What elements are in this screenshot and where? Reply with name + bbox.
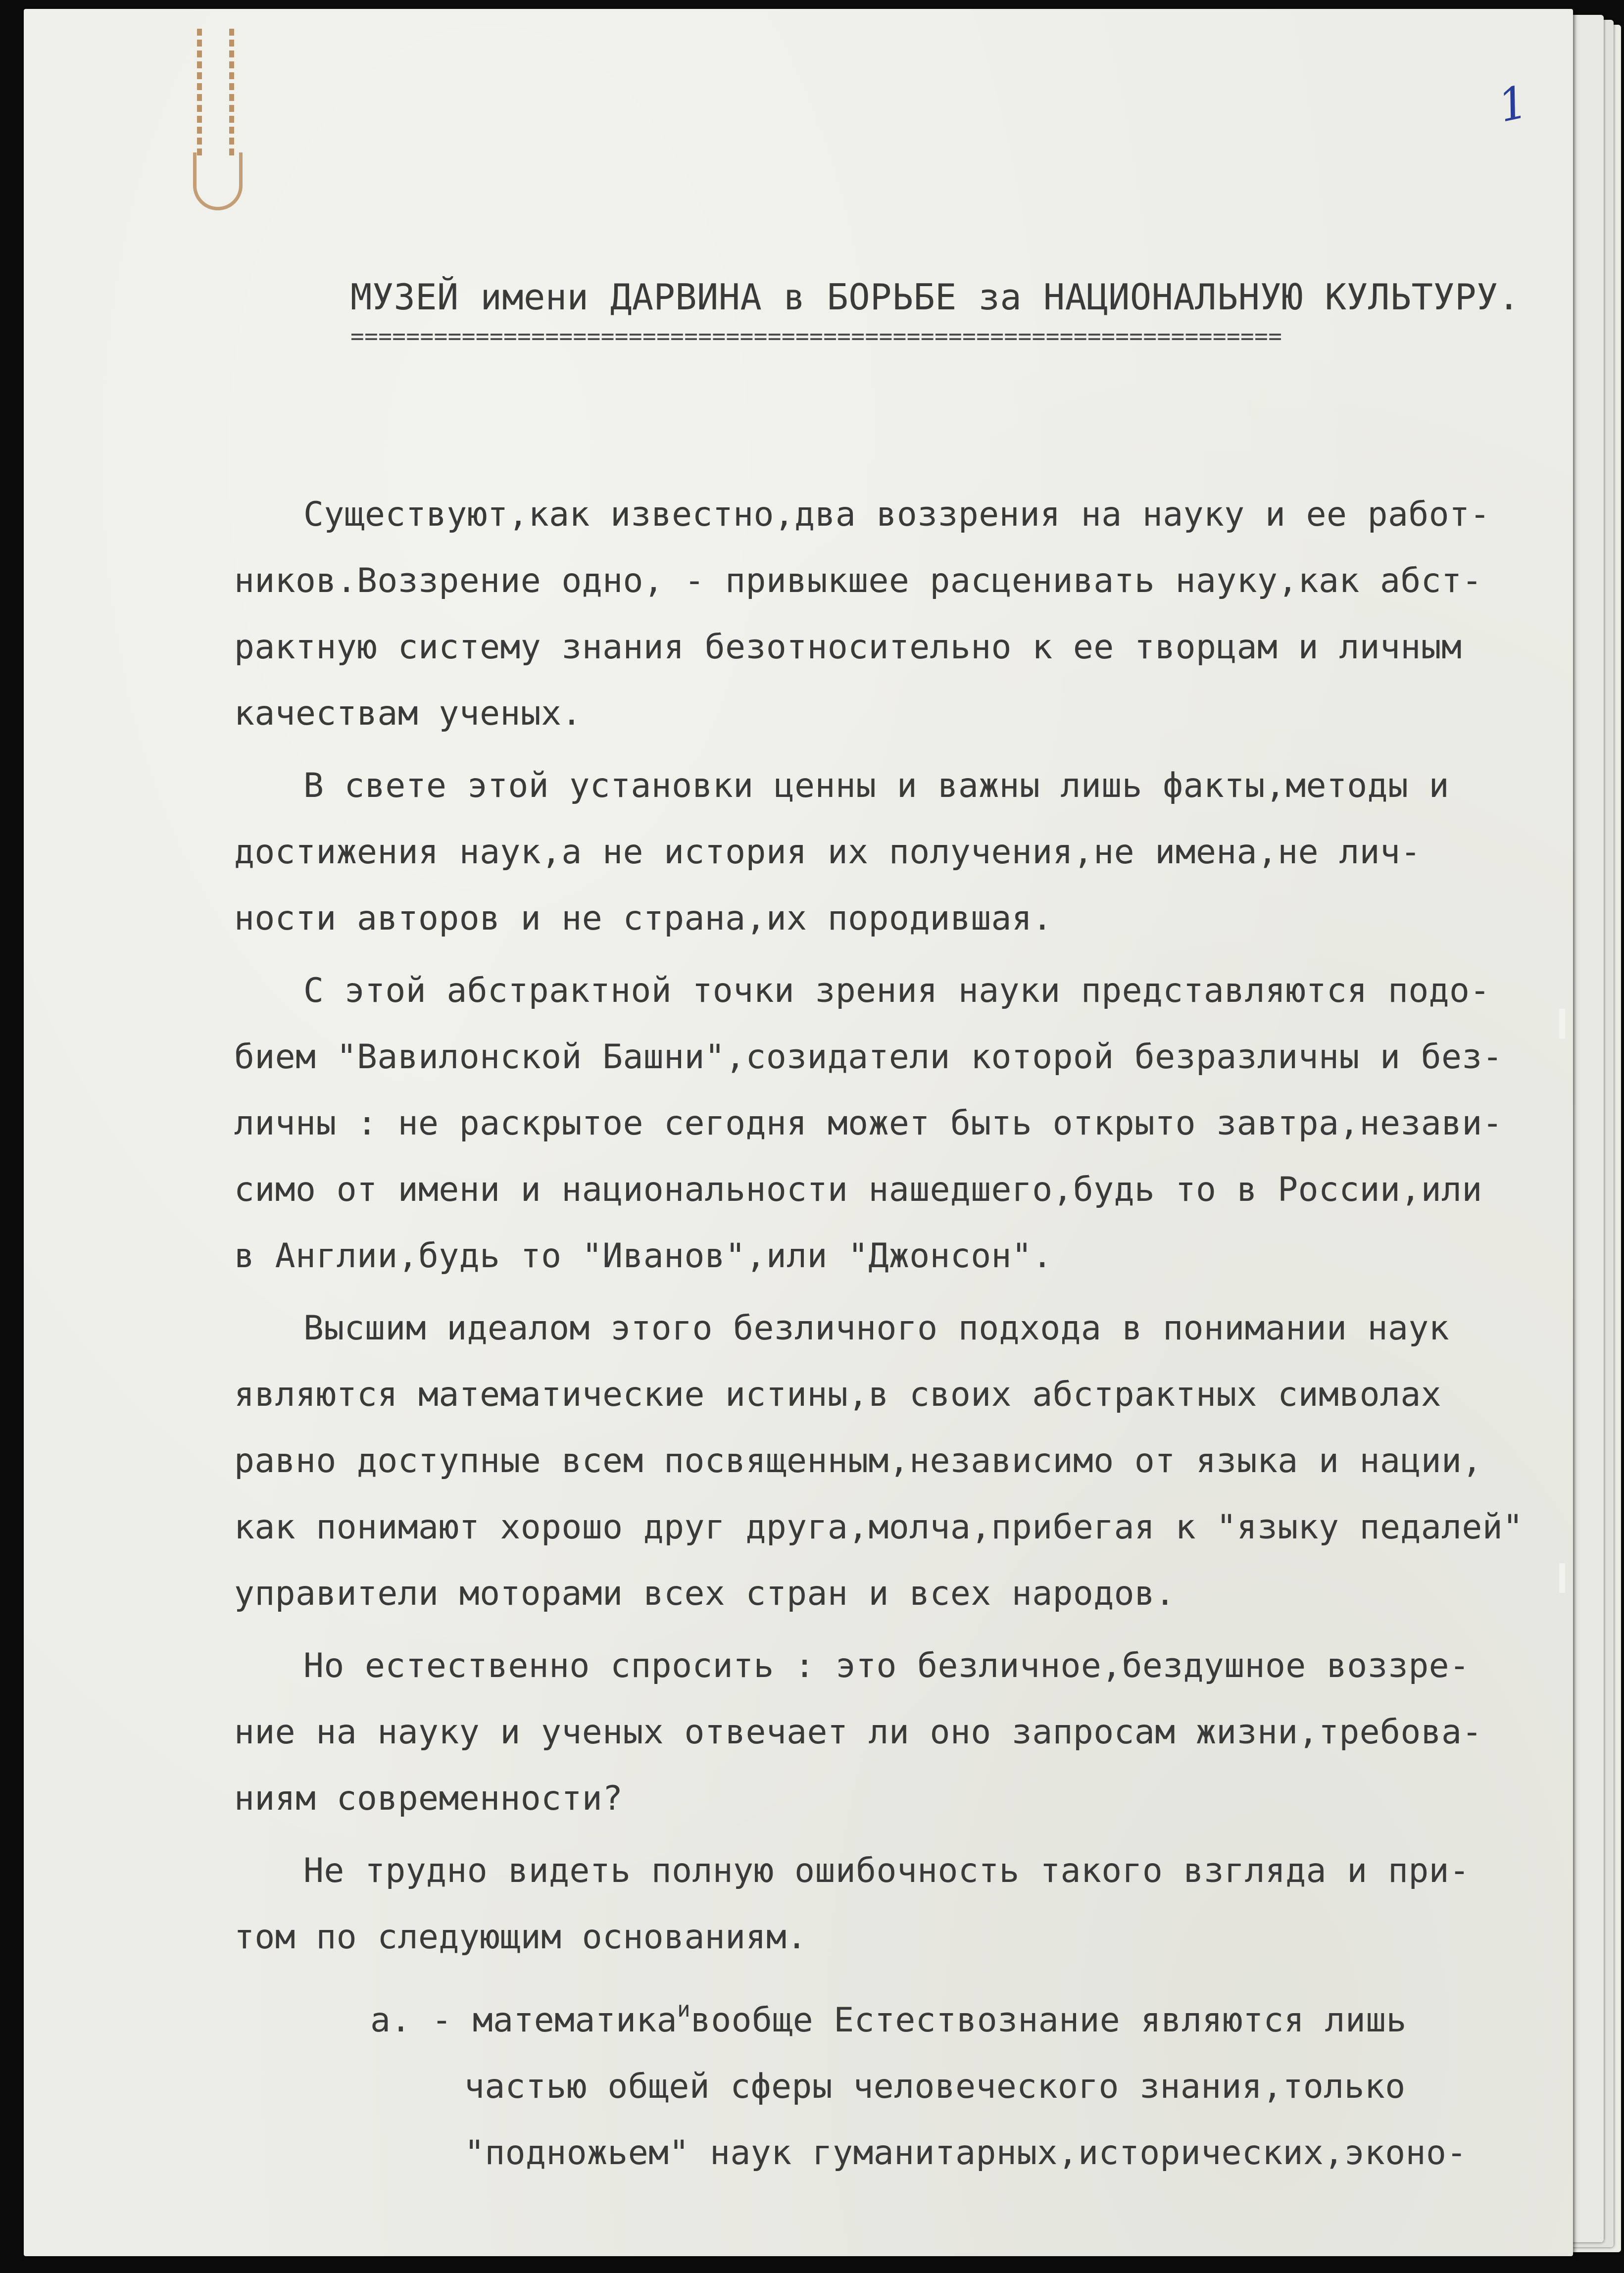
list-marker: а. - (370, 2001, 452, 2040)
text-line: ниям современности? (234, 1779, 623, 1818)
text-line: как понимают хорошо друг друга,молча,прибегая к "языку педалей" (234, 1508, 1524, 1547)
text-line: Существуют,как известно,два воззрения на науку и ее работ- (303, 495, 1490, 534)
staple-marks (187, 29, 246, 212)
text-line: в Англии,будь то "Иванов",или "Джонсон". (234, 1236, 1053, 1276)
document-page (24, 9, 1573, 2256)
edge-mark (1559, 1009, 1565, 1038)
text-line: рактную систему знания безотносительно к ее творцам и личным (234, 628, 1462, 667)
text-line: качествам ученых. (234, 694, 582, 733)
text-line: ников.Воззрение одно, - привыкшее расценивать науку,как абст- (234, 561, 1482, 600)
text-line: В свете этой установки ценны и важны лишь факты,методы и (303, 766, 1450, 805)
document-body (234, 482, 1590, 2186)
text-line: Но естественно спросить : это безличное,бездушное воззре- (303, 1646, 1470, 1685)
list-continuation: частью общей сферы человеческого знания,только (464, 2067, 1406, 2106)
text-line: бием "Вавилонской Башни",созидатели которой безразличны и без- (234, 1038, 1503, 1077)
text-line: С этой абстрактной точки зрения науки представляются подо- (303, 971, 1490, 1010)
text-line: достижения наук,а не история их получения,не имена,не лич- (234, 833, 1421, 872)
title-underline: =================================================================== (350, 323, 1282, 349)
handwritten-page-number: 1 (1493, 76, 1532, 133)
text-line: управители моторами всех стран и всех народов. (234, 1574, 1176, 1613)
document-title: МУЗЕЙ имени ДАРВИНА в БОРЬБЕ за НАЦИОНАЛЬНУЮ КУЛЬТУРУ. (350, 276, 1520, 318)
text-line: симо от имени и национальности нашедшего,будь то в России,или (234, 1170, 1482, 1209)
text-line: Высшим идеалом этого безличного подхода в понимании наук (303, 1309, 1450, 1348)
handwritten-insertion: и (677, 1997, 690, 2022)
list-continuation: "подножьем" наук гуманитарных,исторических,эконо- (464, 2133, 1467, 2173)
text-line: равно доступные всем посвященным,независимо от языка и нации, (234, 1441, 1482, 1481)
text-line: Не трудно видеть полную ошибочность такого взгляда и при- (303, 1851, 1470, 1890)
text-line: ности авторов и не страна,их породившая. (234, 899, 1053, 938)
list-text: вообще Естествознание являются лишь (690, 2001, 1407, 2040)
text-line: являются математические истины,в своих абстрактных символах (234, 1375, 1442, 1414)
text-line: личны : не раскрытое сегодня может быть открыто завтра,незави- (234, 1104, 1503, 1143)
list-item-a (234, 1977, 1590, 2054)
text-line: ние на науку и ученых отвечает ли оно запросам жизни,требова- (234, 1713, 1482, 1752)
edge-mark (1559, 1563, 1565, 1593)
text-line: том по следующим основаниям. (234, 1918, 807, 1957)
list-text: математика (472, 2001, 678, 2040)
